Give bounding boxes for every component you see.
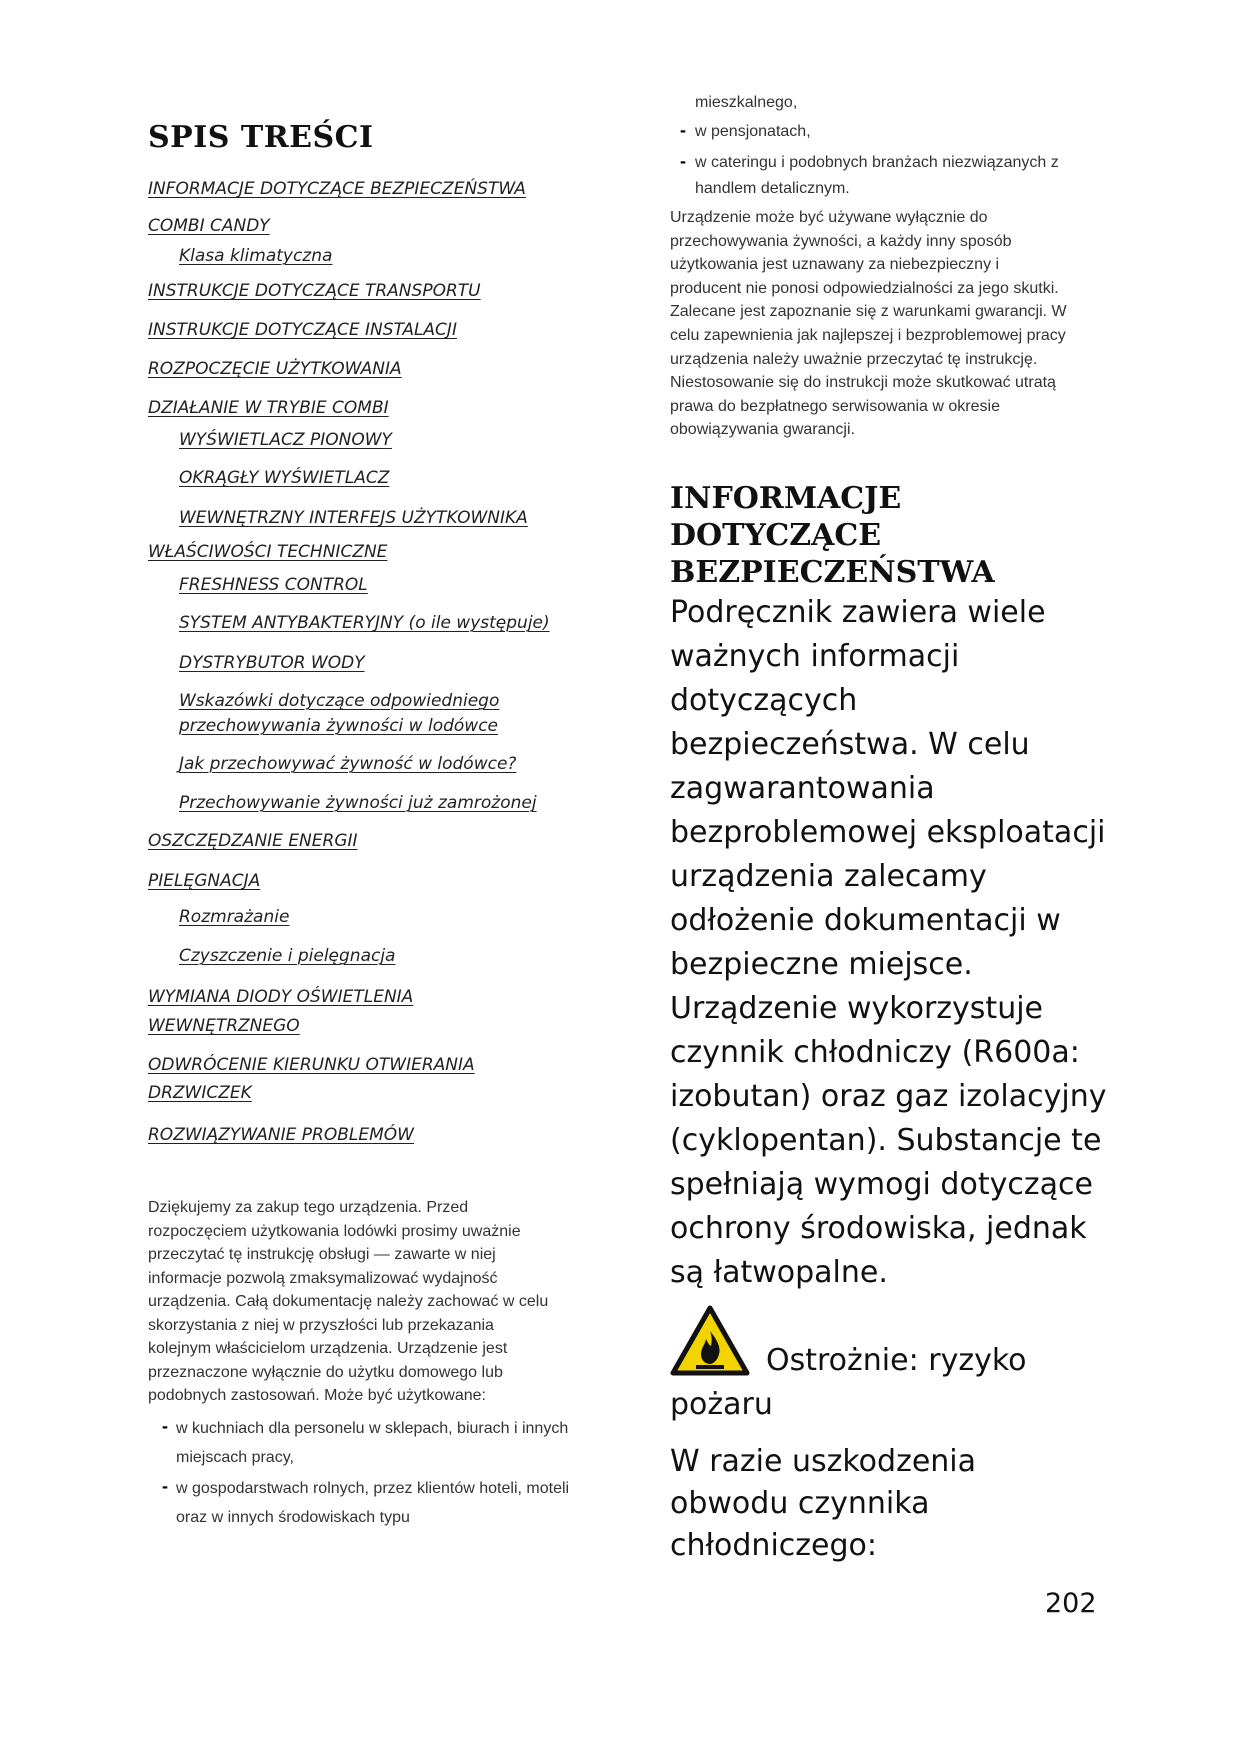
intro-section — [148, 1196, 570, 1532]
toc-item-water-dispenser[interactable]: DYSTRYBUTOR WODY — [179, 653, 365, 673]
table-of-contents — [148, 177, 618, 1148]
intro-bullet-1 — [148, 1414, 576, 1472]
toc-item-energy-saving[interactable]: OSZCZĘDZANIE ENERGII — [148, 831, 358, 851]
intro-bullet-2 — [148, 1474, 586, 1532]
fire-warning — [670, 1305, 1090, 1427]
right-bullet-1-text: w pensjonatach, — [695, 123, 811, 140]
toc-item-safety[interactable]: INFORMACJE DOTYCZĄCE BEZPIECZEŃSTWA — [148, 179, 526, 199]
intro-paragraph: Dziękujemy za zakup tego urządzenia. Przed rozpoczęciem użytkowania lodówki prosimy uważnie przeczytać tę instrukcję obsługi — zawarte w niej informacje pozwolą zmaksymalizować wydajność urządzenia. Całą dokumentację należy zachować w celu skorzystania z niej w przyszłości lub przekazania kolejnym właścicielom urządzenia. Urządzenie jest przeznaczone wyłącznie do użytku domowego lub podobnych zastosowań. Może być użytkowane: — [148, 1199, 549, 1404]
toc-item-climate-class[interactable]: Klasa klimatyczna — [179, 246, 333, 266]
toc-item-round-display[interactable]: OKRĄGŁY WYŚWIETLACZ — [179, 468, 390, 488]
toc-item-combi-candy[interactable]: COMBI CANDY — [148, 216, 270, 236]
page-number: 202 — [1045, 1588, 1097, 1619]
toc-item-how-to-store[interactable]: Jak przechowywać żywność w lodówce? — [179, 754, 517, 774]
intro-bullet-1-text: w kuchniach dla personelu w sklepach, biurach i innych miejscach pracy, — [176, 1419, 569, 1466]
toc-title: SPIS TREŚCI — [148, 120, 374, 155]
toc-item-antibacterial[interactable]: SYSTEM ANTYBAKTERYJNY (o ile występuje) — [179, 613, 550, 633]
toc-item-defrosting[interactable]: Rozmrażanie — [179, 907, 290, 927]
warning-text: Ostrożnie: ryzyko pożaru — [670, 1342, 1027, 1422]
dash-bullet-icon: - — [680, 151, 686, 171]
toc-item-transport[interactable]: INSTRUKCJE DOTYCZĄCE TRANSPORTU — [148, 281, 481, 301]
safety-paragraph-2: Urządzenie wykorzystuje czynnik chłodniczy (R600a: izobutan) oraz gaz izolacyjny (cyklopentan). Substancje te spełniają wymogi dotyczące ochrony środowiska, jednak są łatwopalne. — [670, 990, 1107, 1290]
toc-item-vertical-display[interactable]: WYŚWIETLACZ PIONOWY — [179, 430, 392, 450]
right-bullet-2-text: w cateringu i podobnych branżach niezwiązanych z handlem detalicznym. — [695, 154, 1059, 197]
toc-item-care[interactable]: PIELĘGNACJA — [148, 871, 261, 891]
toc-item-door-reversal[interactable]: ODWRÓCENIE KIERUNKU OTWIERANIA DRZWICZEK — [148, 1055, 475, 1103]
toc-item-freshness-control[interactable]: FRESHNESS CONTROL — [179, 575, 368, 595]
toc-item-installation[interactable]: INSTRUKCJE DOTYCZĄCE INSTALACJI — [148, 320, 457, 340]
safety-heading: INFORMACJE DOTYCZĄCE BEZPIECZEŃSTWA — [670, 480, 995, 590]
dash-bullet-icon: - — [162, 1415, 168, 1436]
toc-item-start-use[interactable]: ROZPOCZĘCIE UŻYTKOWANIA — [148, 359, 402, 379]
toc-item-frozen-food[interactable]: Przechowywanie żywności już zamrożonej — [179, 793, 537, 813]
dash-bullet-icon: - — [680, 120, 686, 140]
right-bullet-2 — [670, 150, 1100, 202]
right-bullet-1 — [670, 120, 1110, 144]
toc-item-storage-tips[interactable]: Wskazówki dotyczące odpowiedniego przechowywania żywności w lodówce — [179, 691, 500, 736]
flammable-warning-icon — [670, 1305, 750, 1377]
toc-item-led-replacement[interactable]: WYMIANA DIODY OŚWIETLENIA WEWNĘTRZNEGO — [148, 987, 414, 1036]
usage-paragraph: Urządzenie może być używane wyłącznie do przechowywania żywności, a każdy inny sposób użytkowania jest uznawany za niebezpieczny i producent nie ponosi odpowiedzialności za jego skutki. Zalecane jest zapoznanie się z warunkami gwarancji. W celu zapewnienia jak najlepszej i bezproblemowej pracy urządzenia należy uważnie przeczytać tę instrukcję. Niestosowanie się do instrukcji może skutkować utratą prawa do bezpłatnego serwisowania w okresie obowiązywania gwarancji. — [670, 209, 1067, 439]
toc-item-troubleshooting[interactable]: ROZWIĄZYWANIE PROBLEMÓW — [148, 1125, 414, 1145]
toc-item-combi-mode[interactable]: DZIAŁANIE W TRYBIE COMBI — [148, 398, 389, 418]
left-column — [148, 120, 618, 1532]
safety-paragraph-3: W razie uszkodzenia obwodu czynnika chłodniczego: — [670, 1443, 977, 1563]
dash-bullet-icon: - — [162, 1475, 168, 1496]
intro-bullet-2-text: w gospodarstwach rolnych, przez klientów hoteli, moteli oraz w innych środowiskach typu — [176, 1479, 570, 1526]
right-column — [670, 92, 1110, 1567]
safety-paragraph-1: Podręcznik zawiera wiele ważnych informacji dotyczących bezpieczeństwa. W celu zagwarantowania bezproblemowej eksploatacji urządzenia zalecamy odłożenie dokumentacji w bezpieczne miejsce. — [670, 594, 1106, 982]
continuation-text: mieszkalnego, — [695, 94, 798, 111]
toc-item-technical-features[interactable]: WŁAŚCIWOŚCI TECHNICZNE — [148, 542, 388, 562]
toc-item-internal-ui[interactable]: WEWNĘTRZNY INTERFEJS UŻYTKOWNIKA — [179, 508, 528, 528]
toc-item-cleaning[interactable]: Czyszczenie i pielęgnacja — [179, 946, 396, 966]
